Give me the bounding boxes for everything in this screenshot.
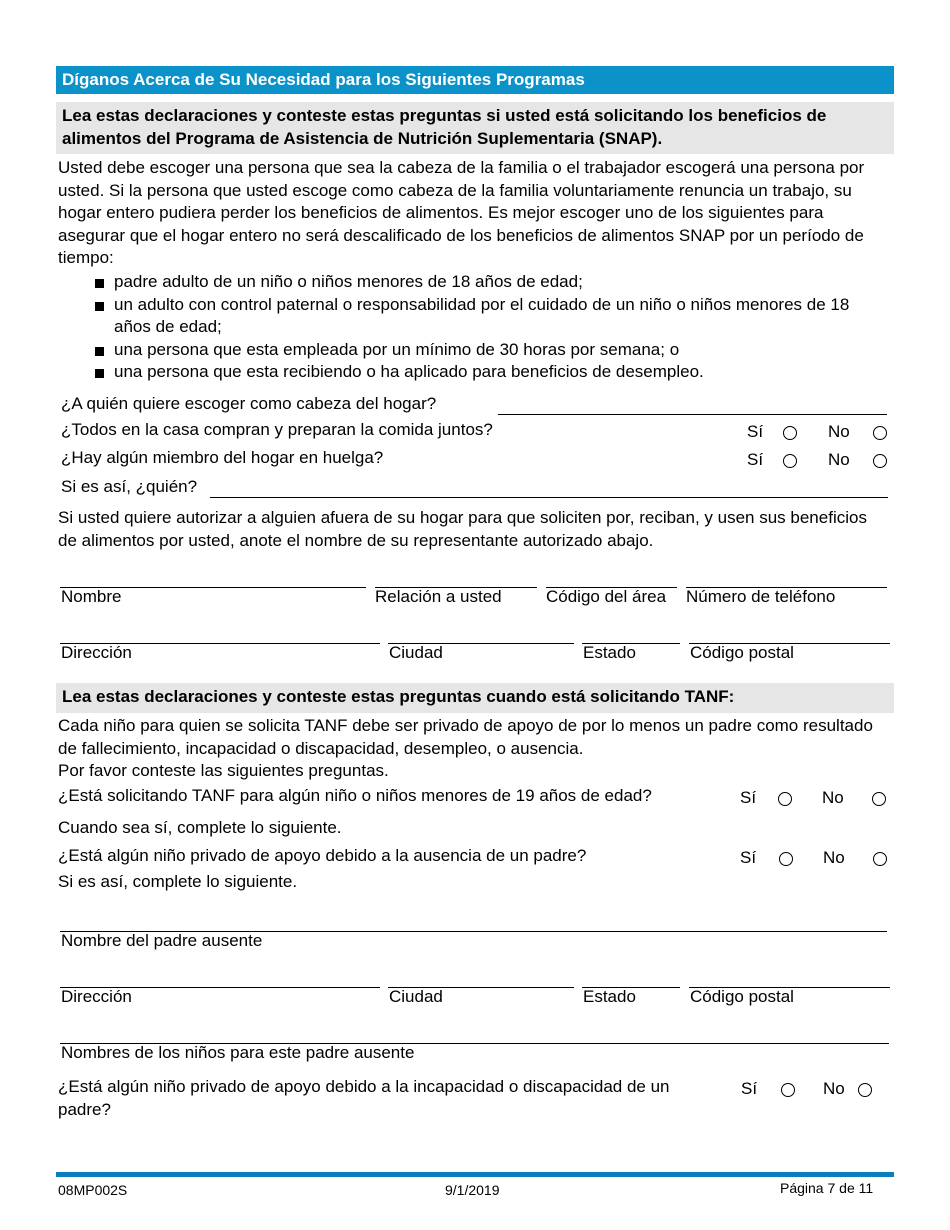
- yes-label: Sí: [747, 422, 764, 441]
- rep-area-code-label: Código del área: [546, 587, 667, 606]
- yes-label: Sí: [740, 848, 757, 867]
- absent-zip-label: Código postal: [690, 987, 794, 1006]
- absence-yes-radio[interactable]: [779, 852, 793, 866]
- strike-who-label: Si es así, ¿quién?: [61, 477, 198, 496]
- rep-phone-label: Número de teléfono: [686, 587, 836, 606]
- authorized-rep-text: Si usted quiere autorizar a alguien afuera de su hogar para que soliciten por, reciban, y usen sus beneficios de alimentos por usted, anote el nombre de su representante autorizado abajo.: [58, 508, 867, 550]
- tanf-heading: Lea estas declaraciones y conteste estas preguntas cuando está solicitando TANF:: [56, 683, 894, 713]
- incapacity-yes-radio[interactable]: [781, 1083, 795, 1097]
- no-label: No: [828, 422, 850, 441]
- rep-name-label: Nombre: [61, 587, 122, 606]
- bullet-square-icon: [95, 302, 104, 311]
- bullet-square-icon: [95, 279, 104, 288]
- yes-label: Sí: [740, 788, 757, 807]
- section-header: Díganos Acerca de Su Necesidad para los Siguientes Programas: [56, 66, 894, 94]
- list-item: una persona que esta recibiendo o ha aplicado para beneficios de desempleo.: [92, 361, 882, 384]
- rep-relation-label: Relación a usted: [375, 587, 502, 606]
- absent-address-label: Dirección: [61, 987, 132, 1006]
- incapacity-question: ¿Está algún niño privado de apoyo debido a la incapacidad o discapacidad de un padre?: [58, 1077, 670, 1119]
- rep-address-label: Dirección: [61, 643, 132, 662]
- yes-label: Sí: [747, 450, 764, 469]
- absent-city-label: Ciudad: [389, 987, 443, 1006]
- absence-question: ¿Está algún niño privado de apoyo debido a la ausencia de un padre?: [58, 846, 587, 865]
- rep-state-label: Estado: [583, 643, 636, 662]
- under-19-question: ¿Está solicitando TANF para algún niño o niños menores de 19 años de edad?: [58, 786, 652, 805]
- strike-who-field[interactable]: [210, 497, 888, 498]
- children-names-label: Nombres de los niños para este padre ausente: [61, 1043, 415, 1062]
- list-item: padre adulto de un niño o niños menores de 18 años de edad;: [92, 271, 882, 294]
- snap-intro: Usted debe escoger una persona que sea la cabeza de la familia o el trabajador escogerá una persona por usted. Si la persona que usted escoge como cabeza de la familia voluntariamente renuncia un trabajo, su hogar entero pudiera perder los beneficios de alimentos. Es mejor escoger uno de los siguientes para asegurar que el hogar entero no será descalificado de los beneficios de alimentos SNAP por un período de tiempo:: [58, 158, 865, 267]
- tanf-intro: Cada niño para quien se solicita TANF debe ser privado de apoyo de por lo menos un padre como resultado de fallecimiento, incapacidad o discapacidad, desempleo, o ausencia.: [58, 716, 873, 758]
- yes-label: Sí: [741, 1079, 758, 1098]
- head-of-household-question: ¿A quién quiere escoger como cabeza del hogar?: [61, 394, 437, 413]
- absent-parent-name-label: Nombre del padre ausente: [61, 931, 263, 950]
- absence-no-radio[interactable]: [873, 852, 887, 866]
- page-number: Página 7 de 11: [780, 1180, 874, 1196]
- share-food-question: ¿Todos en la casa compran y preparan la comida juntos?: [61, 420, 493, 439]
- rep-city-label: Ciudad: [389, 643, 443, 662]
- share-food-yes-radio[interactable]: [783, 426, 797, 440]
- no-label: No: [823, 1079, 845, 1098]
- no-label: No: [828, 450, 850, 469]
- strike-no-radio[interactable]: [873, 454, 887, 468]
- no-label: No: [823, 848, 845, 867]
- strike-yes-radio[interactable]: [783, 454, 797, 468]
- if-yes-note: Cuando sea sí, complete lo siguiente.: [58, 818, 342, 837]
- rep-zip-label: Código postal: [690, 643, 794, 662]
- under-19-yes-radio[interactable]: [778, 792, 792, 806]
- form-date: 9/1/2019: [445, 1182, 500, 1198]
- tanf-instructions: Por favor conteste las siguientes preguntas.: [58, 761, 389, 780]
- strike-question: ¿Hay algún miembro del hogar en huelga?: [61, 448, 384, 467]
- form-id: 08MP002S: [58, 1182, 128, 1198]
- footer-divider: [56, 1172, 894, 1177]
- list-item: una persona que esta empleada por un mínimo de 30 horas por semana; o: [92, 339, 882, 362]
- head-of-household-field[interactable]: [498, 414, 887, 415]
- under-19-no-radio[interactable]: [872, 792, 886, 806]
- share-food-no-radio[interactable]: [873, 426, 887, 440]
- no-label: No: [822, 788, 844, 807]
- snap-heading: Lea estas declaraciones y conteste estas preguntas si usted está solicitando los beneficios de alimentos del Programa de Asistencia de Nutrición Suplementaria (SNAP).: [56, 102, 894, 154]
- absent-state-label: Estado: [583, 987, 636, 1006]
- bullet-square-icon: [95, 369, 104, 378]
- snap-bullet-list: [92, 271, 882, 384]
- incapacity-no-radio[interactable]: [858, 1083, 872, 1097]
- bullet-square-icon: [95, 347, 104, 356]
- if-yes-note: Si es así, complete lo siguiente.: [58, 872, 298, 891]
- list-item: un adulto con control paternal o responsabilidad por el cuidado de un niño o niños menores de 18 años de edad;: [92, 294, 882, 339]
